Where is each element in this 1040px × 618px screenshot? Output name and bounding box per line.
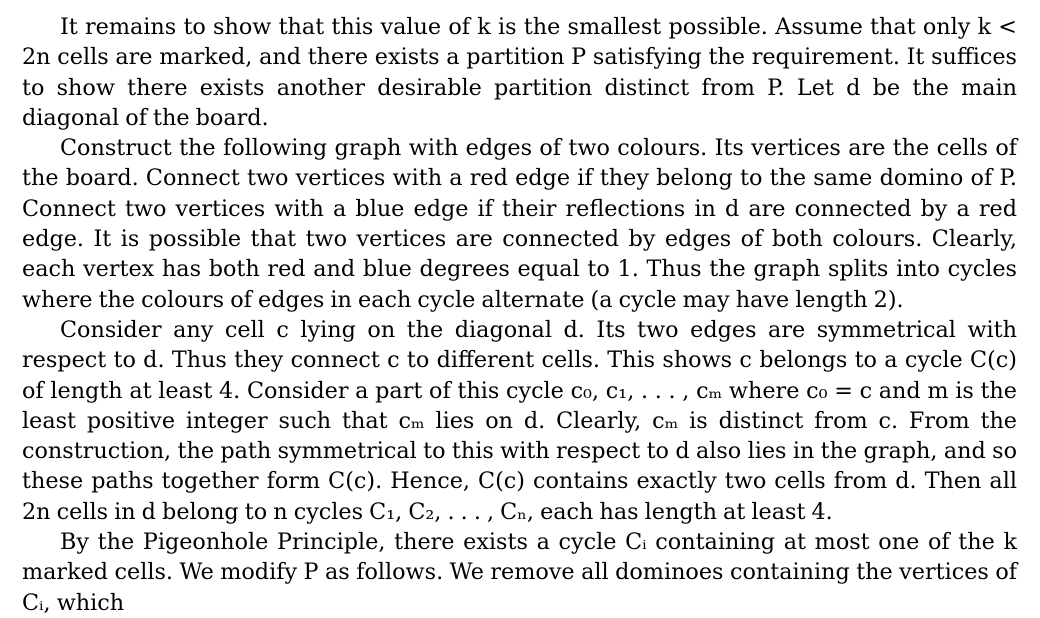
paragraph-minimality-claim: It remains to show that this value of k is the smallest possible. Assume that only k < 2n cells are marked, and there exists a partition P satisfying the requirement. It suffices to show there exists another desirable partition distinct from P. Let d be the main diagonal of the board. — [22, 14, 1017, 131]
paragraph-graph-construction: Construct the following graph with edges of two colours. Its vertices are the cells of the board. Connect two vertices with a red edge if they belong to the same domino of P. Connect two vertices with a blue edge if their reflections in d are connected by a red edge. It is possible that two vertices are connected by edges of both colours. Clearly, each vertex has both red and blue degrees equal to 1. Thus the graph splits into cycles where the colours of edges in each cycle alternate (a cycle may have length 2). — [22, 135, 1017, 313]
paragraph-diagonal-cycles: Consider any cell c lying on the diagonal d. Its two edges are symmetrical with respect to d. Thus they connect c to different cells. This shows c belongs to a cycle C(c) of length at least 4. Consider a part of this cycle c₀, c₁, . . . , cₘ where c₀ = c and m is the least positive integer such that cₘ lies on d. Clearly, cₘ is distinct from c. From the construction, the path symmetrical to this with respect to d also lies in the graph, and so these paths together form C(c). Hence, C(c) contains exactly two cells from d. Then all 2n cells in d belong to n cycles C₁, C₂, . . . , Cₙ, each has length at least 4. — [22, 316, 1017, 525]
paragraph-pigeonhole: By the Pigeonhole Principle, there exists a cycle Cᵢ containing at most one of the k marked cells. We modify P as follows. We remove all dominoes containing the vertices of Cᵢ, which — [22, 529, 1017, 616]
paper-page — [22, 12, 1017, 618]
